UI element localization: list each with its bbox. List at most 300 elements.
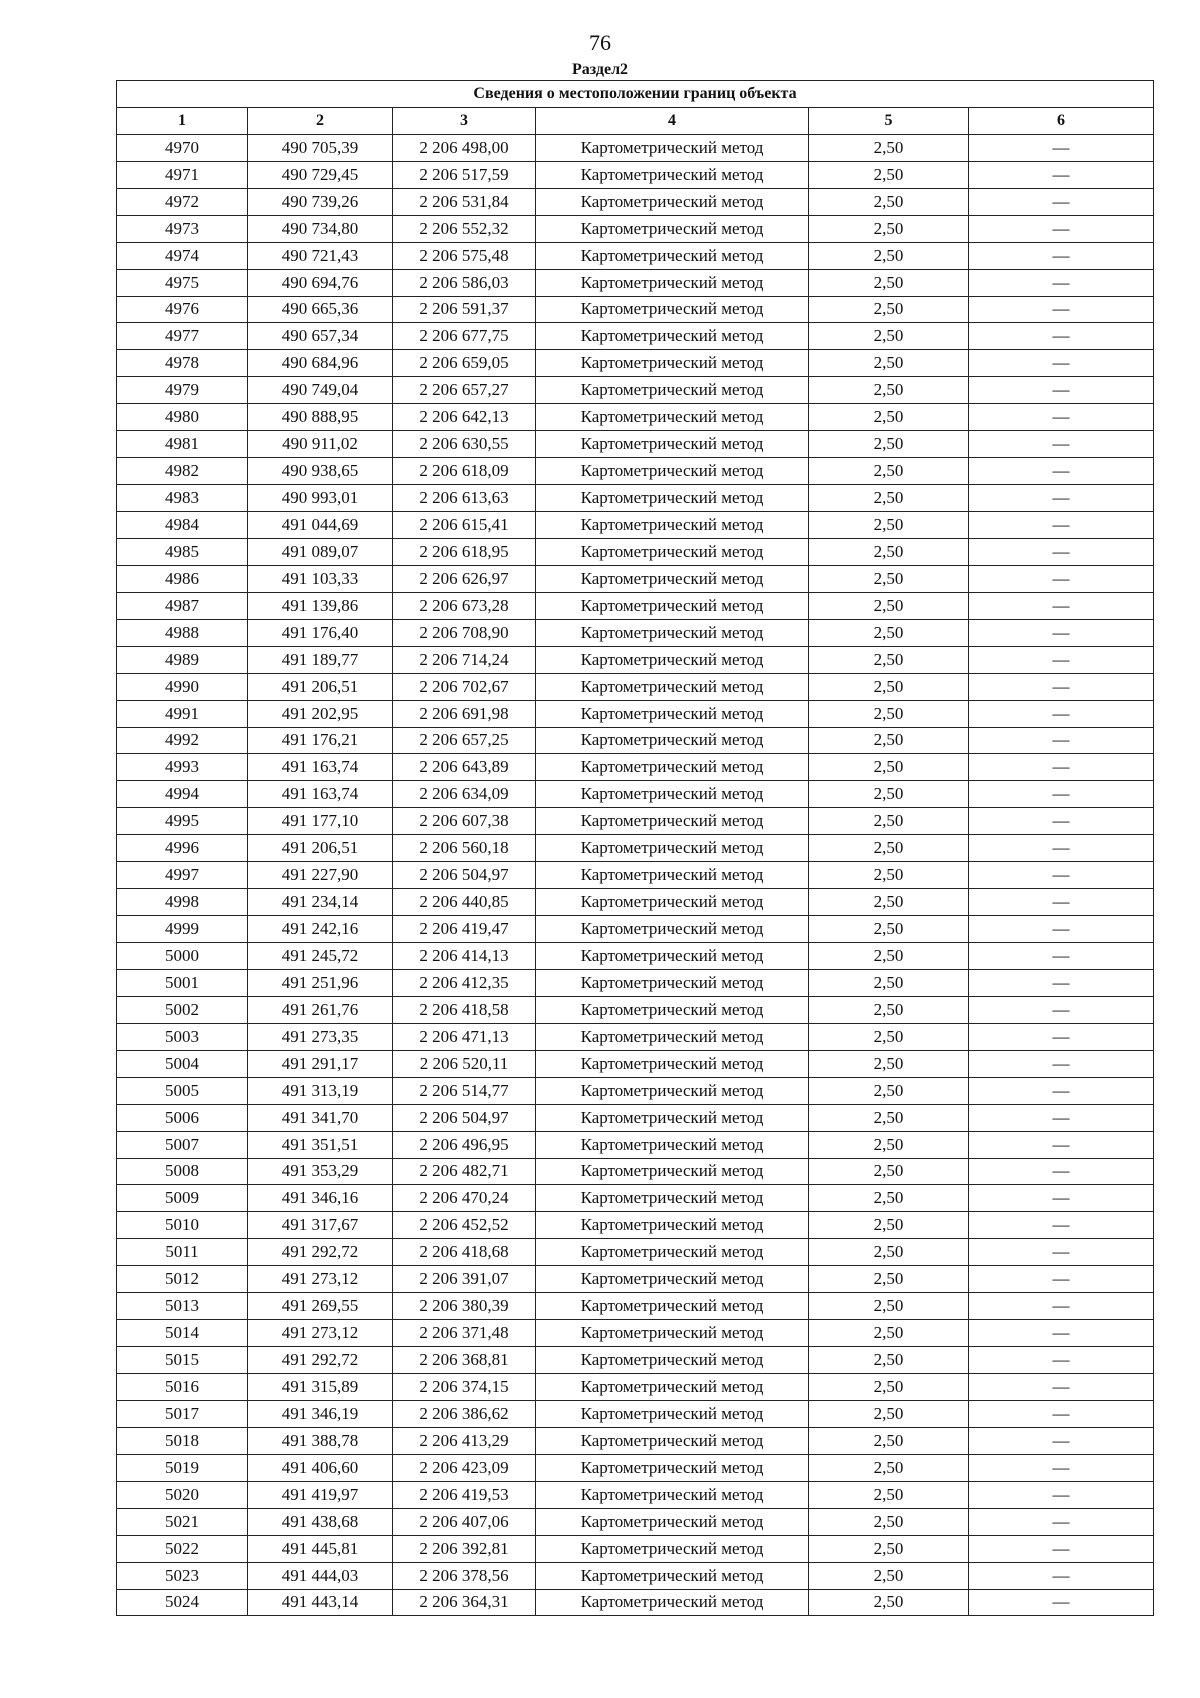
accuracy-cell: 2,50 <box>809 1239 969 1266</box>
description-cell: — <box>969 323 1154 350</box>
y-coordinate-cell: 2 206 504,97 <box>393 862 536 889</box>
method-cell: Картометрический метод <box>536 1427 809 1454</box>
x-coordinate-cell: 491 292,72 <box>248 1347 393 1374</box>
x-coordinate-cell: 490 684,96 <box>248 350 393 377</box>
method-cell: Картометрический метод <box>536 835 809 862</box>
point-number-cell: 4984 <box>117 512 248 539</box>
method-cell: Картометрический метод <box>536 754 809 781</box>
x-coordinate-cell: 491 139,86 <box>248 592 393 619</box>
point-number-cell: 5001 <box>117 969 248 996</box>
x-coordinate-cell: 491 315,89 <box>248 1374 393 1401</box>
description-cell: — <box>969 458 1154 485</box>
description-cell: — <box>969 1050 1154 1077</box>
table-row <box>117 1374 1154 1401</box>
point-number-cell: 5011 <box>117 1239 248 1266</box>
description-cell: — <box>969 1293 1154 1320</box>
point-number-cell: 4978 <box>117 350 248 377</box>
x-coordinate-cell: 491 444,03 <box>248 1562 393 1589</box>
x-coordinate-cell: 490 729,45 <box>248 161 393 188</box>
y-coordinate-cell: 2 206 691,98 <box>393 700 536 727</box>
table-row <box>117 754 1154 781</box>
x-coordinate-cell: 490 694,76 <box>248 269 393 296</box>
description-cell: — <box>969 835 1154 862</box>
table-row <box>117 161 1154 188</box>
point-number-cell: 5008 <box>117 1158 248 1185</box>
table-row <box>117 1212 1154 1239</box>
y-coordinate-cell: 2 206 607,38 <box>393 808 536 835</box>
point-number-cell: 4998 <box>117 889 248 916</box>
method-cell: Картометрический метод <box>536 700 809 727</box>
point-number-cell: 4999 <box>117 916 248 943</box>
x-coordinate-cell: 491 177,10 <box>248 808 393 835</box>
accuracy-cell: 2,50 <box>809 1320 969 1347</box>
y-coordinate-cell: 2 206 412,35 <box>393 969 536 996</box>
point-number-cell: 5003 <box>117 1023 248 1050</box>
x-coordinate-cell: 491 163,74 <box>248 754 393 781</box>
accuracy-cell: 2,50 <box>809 592 969 619</box>
accuracy-cell: 2,50 <box>809 1535 969 1562</box>
x-coordinate-cell: 491 346,16 <box>248 1185 393 1212</box>
point-number-cell: 4989 <box>117 646 248 673</box>
accuracy-cell: 2,50 <box>809 1293 969 1320</box>
y-coordinate-cell: 2 206 418,68 <box>393 1239 536 1266</box>
point-number-cell: 5006 <box>117 1104 248 1131</box>
accuracy-cell: 2,50 <box>809 1481 969 1508</box>
y-coordinate-cell: 2 206 520,11 <box>393 1050 536 1077</box>
description-cell: — <box>969 134 1154 161</box>
description-cell: — <box>969 1427 1154 1454</box>
point-number-cell: 4979 <box>117 377 248 404</box>
description-cell: — <box>969 1212 1154 1239</box>
description-cell: — <box>969 727 1154 754</box>
x-coordinate-cell: 490 665,36 <box>248 296 393 323</box>
description-cell: — <box>969 673 1154 700</box>
description-cell: — <box>969 1535 1154 1562</box>
x-coordinate-cell: 490 993,01 <box>248 485 393 512</box>
point-number-cell: 5016 <box>117 1374 248 1401</box>
accuracy-cell: 2,50 <box>809 1508 969 1535</box>
point-number-cell: 4990 <box>117 673 248 700</box>
x-coordinate-cell: 491 176,40 <box>248 619 393 646</box>
y-coordinate-cell: 2 206 626,97 <box>393 565 536 592</box>
x-coordinate-cell: 491 273,35 <box>248 1023 393 1050</box>
description-cell: — <box>969 1023 1154 1050</box>
x-coordinate-cell: 491 292,72 <box>248 1239 393 1266</box>
accuracy-cell: 2,50 <box>809 269 969 296</box>
method-cell: Картометрический метод <box>536 1023 809 1050</box>
accuracy-cell: 2,50 <box>809 485 969 512</box>
accuracy-cell: 2,50 <box>809 1023 969 1050</box>
accuracy-cell: 2,50 <box>809 646 969 673</box>
page-number: 76 <box>589 30 611 55</box>
accuracy-cell: 2,50 <box>809 242 969 269</box>
x-coordinate-cell: 490 734,80 <box>248 215 393 242</box>
point-number-cell: 5019 <box>117 1454 248 1481</box>
point-number-cell: 4982 <box>117 458 248 485</box>
description-cell: — <box>969 889 1154 916</box>
point-number-cell: 5002 <box>117 996 248 1023</box>
y-coordinate-cell: 2 206 634,09 <box>393 781 536 808</box>
y-coordinate-cell: 2 206 575,48 <box>393 242 536 269</box>
description-cell: — <box>969 1131 1154 1158</box>
y-coordinate-cell: 2 206 714,24 <box>393 646 536 673</box>
x-coordinate-cell: 491 202,95 <box>248 700 393 727</box>
table-row <box>117 943 1154 970</box>
point-number-cell: 5007 <box>117 1131 248 1158</box>
point-number-cell: 4973 <box>117 215 248 242</box>
method-cell: Картометрический метод <box>536 1535 809 1562</box>
table-row <box>117 781 1154 808</box>
method-cell: Картометрический метод <box>536 1131 809 1158</box>
accuracy-cell: 2,50 <box>809 1185 969 1212</box>
table-row <box>117 485 1154 512</box>
point-number-cell: 5010 <box>117 1212 248 1239</box>
description-cell: — <box>969 996 1154 1023</box>
description-cell: — <box>969 1347 1154 1374</box>
y-coordinate-cell: 2 206 615,41 <box>393 512 536 539</box>
method-cell: Картометрический метод <box>536 1320 809 1347</box>
y-coordinate-cell: 2 206 618,09 <box>393 458 536 485</box>
point-number-cell: 4997 <box>117 862 248 889</box>
x-coordinate-cell: 491 234,14 <box>248 889 393 916</box>
description-cell: — <box>969 188 1154 215</box>
y-coordinate-cell: 2 206 642,13 <box>393 404 536 431</box>
table-caption-row <box>117 81 1154 108</box>
method-cell: Картометрический метод <box>536 161 809 188</box>
x-coordinate-cell: 490 739,26 <box>248 188 393 215</box>
table-row <box>117 134 1154 161</box>
method-cell: Картометрический метод <box>536 377 809 404</box>
point-number-cell: 5021 <box>117 1508 248 1535</box>
description-cell: — <box>969 565 1154 592</box>
y-coordinate-cell: 2 206 496,95 <box>393 1131 536 1158</box>
y-coordinate-cell: 2 206 418,58 <box>393 996 536 1023</box>
description-cell: — <box>969 1158 1154 1185</box>
accuracy-cell: 2,50 <box>809 916 969 943</box>
method-cell: Картометрический метод <box>536 673 809 700</box>
y-coordinate-cell: 2 206 414,13 <box>393 943 536 970</box>
description-cell: — <box>969 754 1154 781</box>
section-title: Раздел2 <box>571 61 629 78</box>
accuracy-cell: 2,50 <box>809 835 969 862</box>
description-cell: — <box>969 431 1154 458</box>
y-coordinate-cell: 2 206 586,03 <box>393 269 536 296</box>
accuracy-cell: 2,50 <box>809 969 969 996</box>
point-number-cell: 4991 <box>117 700 248 727</box>
x-coordinate-cell: 491 346,19 <box>248 1400 393 1427</box>
x-coordinate-cell: 491 273,12 <box>248 1320 393 1347</box>
accuracy-cell: 2,50 <box>809 1266 969 1293</box>
table-row <box>117 1077 1154 1104</box>
point-number-cell: 5022 <box>117 1535 248 1562</box>
table-row <box>117 215 1154 242</box>
y-coordinate-cell: 2 206 643,89 <box>393 754 536 781</box>
table-row <box>117 996 1154 1023</box>
description-cell: — <box>969 808 1154 835</box>
point-number-cell: 5020 <box>117 1481 248 1508</box>
description-cell: — <box>969 1589 1154 1616</box>
point-number-cell: 4986 <box>117 565 248 592</box>
point-number-cell: 5004 <box>117 1050 248 1077</box>
table-row <box>117 673 1154 700</box>
accuracy-cell: 2,50 <box>809 350 969 377</box>
table-row <box>117 1508 1154 1535</box>
accuracy-cell: 2,50 <box>809 377 969 404</box>
table-row <box>117 242 1154 269</box>
y-coordinate-cell: 2 206 504,97 <box>393 1104 536 1131</box>
accuracy-cell: 2,50 <box>809 1454 969 1481</box>
table-row <box>117 1562 1154 1589</box>
description-cell: — <box>969 1185 1154 1212</box>
table-row <box>117 458 1154 485</box>
y-coordinate-cell: 2 206 677,75 <box>393 323 536 350</box>
y-coordinate-cell: 2 206 702,67 <box>393 673 536 700</box>
table-row <box>117 619 1154 646</box>
x-coordinate-cell: 491 406,60 <box>248 1454 393 1481</box>
description-cell: — <box>969 1239 1154 1266</box>
table-row <box>117 1454 1154 1481</box>
accuracy-cell: 2,50 <box>809 323 969 350</box>
method-cell: Картометрический метод <box>536 1158 809 1185</box>
point-number-cell: 4993 <box>117 754 248 781</box>
point-number-cell: 4976 <box>117 296 248 323</box>
point-number-cell: 4988 <box>117 619 248 646</box>
description-cell: — <box>969 377 1154 404</box>
x-coordinate-cell: 491 227,90 <box>248 862 393 889</box>
x-coordinate-cell: 491 251,96 <box>248 969 393 996</box>
accuracy-cell: 2,50 <box>809 565 969 592</box>
description-cell: — <box>969 1562 1154 1589</box>
table-row <box>117 512 1154 539</box>
method-cell: Картометрический метод <box>536 727 809 754</box>
boundary-coordinates-table <box>116 80 1154 1616</box>
x-coordinate-cell: 490 938,65 <box>248 458 393 485</box>
x-coordinate-cell: 491 317,67 <box>248 1212 393 1239</box>
point-number-cell: 5024 <box>117 1589 248 1616</box>
table-row <box>117 646 1154 673</box>
accuracy-cell: 2,50 <box>809 161 969 188</box>
accuracy-cell: 2,50 <box>809 512 969 539</box>
x-coordinate-cell: 491 189,77 <box>248 646 393 673</box>
table-row <box>117 1481 1154 1508</box>
column-number: 4 <box>536 107 809 134</box>
x-coordinate-cell: 490 888,95 <box>248 404 393 431</box>
table-row <box>117 1589 1154 1616</box>
table-row <box>117 404 1154 431</box>
y-coordinate-cell: 2 206 391,07 <box>393 1266 536 1293</box>
table-row <box>117 269 1154 296</box>
method-cell: Картометрический метод <box>536 943 809 970</box>
method-cell: Картометрический метод <box>536 1562 809 1589</box>
accuracy-cell: 2,50 <box>809 458 969 485</box>
x-coordinate-cell: 491 353,29 <box>248 1158 393 1185</box>
accuracy-cell: 2,50 <box>809 215 969 242</box>
description-cell: — <box>969 1266 1154 1293</box>
table-row <box>117 835 1154 862</box>
x-coordinate-cell: 491 443,14 <box>248 1589 393 1616</box>
description-cell: — <box>969 1400 1154 1427</box>
method-cell: Картометрический метод <box>536 1104 809 1131</box>
point-number-cell: 4977 <box>117 323 248 350</box>
description-cell: — <box>969 646 1154 673</box>
description-cell: — <box>969 862 1154 889</box>
method-cell: Картометрический метод <box>536 1266 809 1293</box>
y-coordinate-cell: 2 206 386,62 <box>393 1400 536 1427</box>
y-coordinate-cell: 2 206 657,25 <box>393 727 536 754</box>
method-cell: Картометрический метод <box>536 1050 809 1077</box>
accuracy-cell: 2,50 <box>809 1077 969 1104</box>
point-number-cell: 4975 <box>117 269 248 296</box>
method-cell: Картометрический метод <box>536 242 809 269</box>
x-coordinate-cell: 490 749,04 <box>248 377 393 404</box>
accuracy-cell: 2,50 <box>809 1212 969 1239</box>
accuracy-cell: 2,50 <box>809 754 969 781</box>
table-row <box>117 1239 1154 1266</box>
accuracy-cell: 2,50 <box>809 943 969 970</box>
method-cell: Картометрический метод <box>536 485 809 512</box>
method-cell: Картометрический метод <box>536 431 809 458</box>
x-coordinate-cell: 491 438,68 <box>248 1508 393 1535</box>
accuracy-cell: 2,50 <box>809 1158 969 1185</box>
method-cell: Картометрический метод <box>536 215 809 242</box>
method-cell: Картометрический метод <box>536 512 809 539</box>
y-coordinate-cell: 2 206 673,28 <box>393 592 536 619</box>
description-cell: — <box>969 916 1154 943</box>
description-cell: — <box>969 296 1154 323</box>
point-number-cell: 5000 <box>117 943 248 970</box>
accuracy-cell: 2,50 <box>809 296 969 323</box>
x-coordinate-cell: 491 245,72 <box>248 943 393 970</box>
accuracy-cell: 2,50 <box>809 1347 969 1374</box>
table-row <box>117 296 1154 323</box>
method-cell: Картометрический метод <box>536 1481 809 1508</box>
y-coordinate-cell: 2 206 659,05 <box>393 350 536 377</box>
method-cell: Картометрический метод <box>536 1589 809 1616</box>
column-number-row <box>117 107 1154 134</box>
method-cell: Картометрический метод <box>536 1077 809 1104</box>
description-cell: — <box>969 1508 1154 1535</box>
table-row <box>117 1266 1154 1293</box>
description-cell: — <box>969 969 1154 996</box>
method-cell: Картометрический метод <box>536 1212 809 1239</box>
x-coordinate-cell: 491 388,78 <box>248 1427 393 1454</box>
method-cell: Картометрический метод <box>536 188 809 215</box>
accuracy-cell: 2,50 <box>809 1050 969 1077</box>
method-cell: Картометрический метод <box>536 862 809 889</box>
description-cell: — <box>969 1077 1154 1104</box>
table-row <box>117 323 1154 350</box>
accuracy-cell: 2,50 <box>809 1400 969 1427</box>
x-coordinate-cell: 491 242,16 <box>248 916 393 943</box>
description-cell: — <box>969 700 1154 727</box>
x-coordinate-cell: 491 313,19 <box>248 1077 393 1104</box>
method-cell: Картометрический метод <box>536 1293 809 1320</box>
point-number-cell: 4972 <box>117 188 248 215</box>
x-coordinate-cell: 491 163,74 <box>248 781 393 808</box>
accuracy-cell: 2,50 <box>809 188 969 215</box>
description-cell: — <box>969 592 1154 619</box>
description-cell: — <box>969 512 1154 539</box>
y-coordinate-cell: 2 206 514,77 <box>393 1077 536 1104</box>
table-row <box>117 565 1154 592</box>
description-cell: — <box>969 242 1154 269</box>
y-coordinate-cell: 2 206 630,55 <box>393 431 536 458</box>
x-coordinate-cell: 491 419,97 <box>248 1481 393 1508</box>
x-coordinate-cell: 491 206,51 <box>248 835 393 862</box>
description-cell: — <box>969 1104 1154 1131</box>
method-cell: Картометрический метод <box>536 619 809 646</box>
y-coordinate-cell: 2 206 380,39 <box>393 1293 536 1320</box>
description-cell: — <box>969 269 1154 296</box>
point-number-cell: 4995 <box>117 808 248 835</box>
method-cell: Картометрический метод <box>536 969 809 996</box>
method-cell: Картометрический метод <box>536 996 809 1023</box>
method-cell: Картометрический метод <box>536 1508 809 1535</box>
y-coordinate-cell: 2 206 452,52 <box>393 1212 536 1239</box>
point-number-cell: 5009 <box>117 1185 248 1212</box>
method-cell: Картометрический метод <box>536 1185 809 1212</box>
description-cell: — <box>969 538 1154 565</box>
description-cell: — <box>969 1320 1154 1347</box>
accuracy-cell: 2,50 <box>809 889 969 916</box>
accuracy-cell: 2,50 <box>809 727 969 754</box>
method-cell: Картометрический метод <box>536 916 809 943</box>
point-number-cell: 4971 <box>117 161 248 188</box>
y-coordinate-cell: 2 206 413,29 <box>393 1427 536 1454</box>
point-number-cell: 4981 <box>117 431 248 458</box>
point-number-cell: 5023 <box>117 1562 248 1589</box>
description-cell: — <box>969 943 1154 970</box>
method-cell: Картометрический метод <box>536 1239 809 1266</box>
accuracy-cell: 2,50 <box>809 1104 969 1131</box>
method-cell: Картометрический метод <box>536 1374 809 1401</box>
accuracy-cell: 2,50 <box>809 404 969 431</box>
method-cell: Картометрический метод <box>536 1400 809 1427</box>
point-number-cell: 5017 <box>117 1400 248 1427</box>
y-coordinate-cell: 2 206 419,53 <box>393 1481 536 1508</box>
y-coordinate-cell: 2 206 591,37 <box>393 296 536 323</box>
table-row <box>117 188 1154 215</box>
y-coordinate-cell: 2 206 470,24 <box>393 1185 536 1212</box>
x-coordinate-cell: 491 089,07 <box>248 538 393 565</box>
method-cell: Картометрический метод <box>536 1454 809 1481</box>
description-cell: — <box>969 781 1154 808</box>
method-cell: Картометрический метод <box>536 538 809 565</box>
y-coordinate-cell: 2 206 374,15 <box>393 1374 536 1401</box>
table-body <box>117 134 1154 1616</box>
table-row <box>117 1185 1154 1212</box>
description-cell: — <box>969 161 1154 188</box>
description-cell: — <box>969 619 1154 646</box>
accuracy-cell: 2,50 <box>809 808 969 835</box>
table-row <box>117 350 1154 377</box>
y-coordinate-cell: 2 206 419,47 <box>393 916 536 943</box>
method-cell: Картометрический метод <box>536 350 809 377</box>
point-number-cell: 4996 <box>117 835 248 862</box>
method-cell: Картометрический метод <box>536 889 809 916</box>
y-coordinate-cell: 2 206 440,85 <box>393 889 536 916</box>
table-row <box>117 431 1154 458</box>
y-coordinate-cell: 2 206 423,09 <box>393 1454 536 1481</box>
table-row <box>117 1158 1154 1185</box>
method-cell: Картометрический метод <box>536 458 809 485</box>
table-row <box>117 916 1154 943</box>
y-coordinate-cell: 2 206 613,63 <box>393 485 536 512</box>
method-cell: Картометрический метод <box>536 296 809 323</box>
table-row <box>117 592 1154 619</box>
description-cell: — <box>969 1374 1154 1401</box>
table-row <box>117 727 1154 754</box>
